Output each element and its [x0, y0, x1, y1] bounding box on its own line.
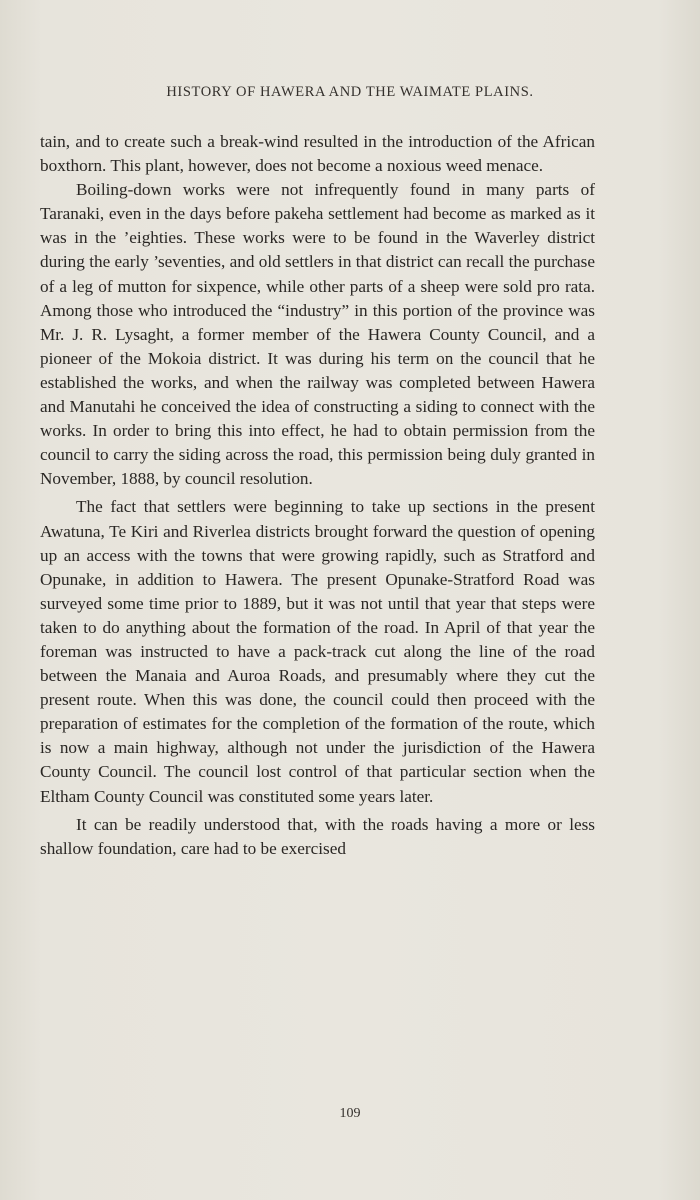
- body-text: [40, 130, 595, 861]
- paragraph-roads-foundation: It can be readily understood that, with the roads having a more or less shallow foundation, care had to be exercised: [40, 814, 595, 858]
- running-head: HISTORY OF HAWERA AND THE WAIMATE PLAINS.: [166, 84, 534, 100]
- paragraph-boiling-down-works: Boiling-down works were not infrequently found in many parts of Taranaki, even in the days before pakeha settlement had become as marked as it was in the ’eighties. These works were to be found in the Waverley district during the early ’seventies, and old settlers in that district can recall the purchase of a leg of mutton for sixpence, while other parts of a sheep were sold pro rata. Among those who introduced the “industry” in this portion of the province was Mr. J. R. Lysaght, a former member of the Hawera County Council, and a pioneer of the Mokoia district. It was during his term on the council that he established the works, and when the railway was completed between Hawera and Manutahi he conceived the idea of constructing a siding to connect with the works. In order to bring this into effect, he had to obtain permission from the council to carry the siding across the road, this permission being duly granted in November, 1888, by council resolution.: [40, 180, 595, 489]
- paragraph-opunake-stratford-road: The fact that settlers were beginning to take up sections in the present Awatuna, Te Kiri and Riverlea districts brought forward the question of opening up an access with the towns that were growing rapidly, such as Stratford and Opunake, in addition to Hawera. The present Opunake-Stratford Road was surveyed some time prior to 1889, but it was not until that year that steps were taken to do anything about the formation of the road. In April of that year the foreman was instructed to have a pack-track cut along the line of the road between the Manaia and Auroa Roads, and presumably where they cut the present route. When this was done, the council could then proceed with the preparation of estimates for the completion of the formation of the route, which is now a main highway, although not under the jurisdiction of the Hawera County Council. The council lost control of that particular section when the Eltham County Council was constituted some years later.: [40, 497, 595, 806]
- paragraph-continuation: tain, and to create such a break-wind resulted in the introduction of the African boxthorn. This plant, however, does not become a noxious weed menace.: [40, 132, 595, 176]
- page-number: 109: [339, 1106, 361, 1121]
